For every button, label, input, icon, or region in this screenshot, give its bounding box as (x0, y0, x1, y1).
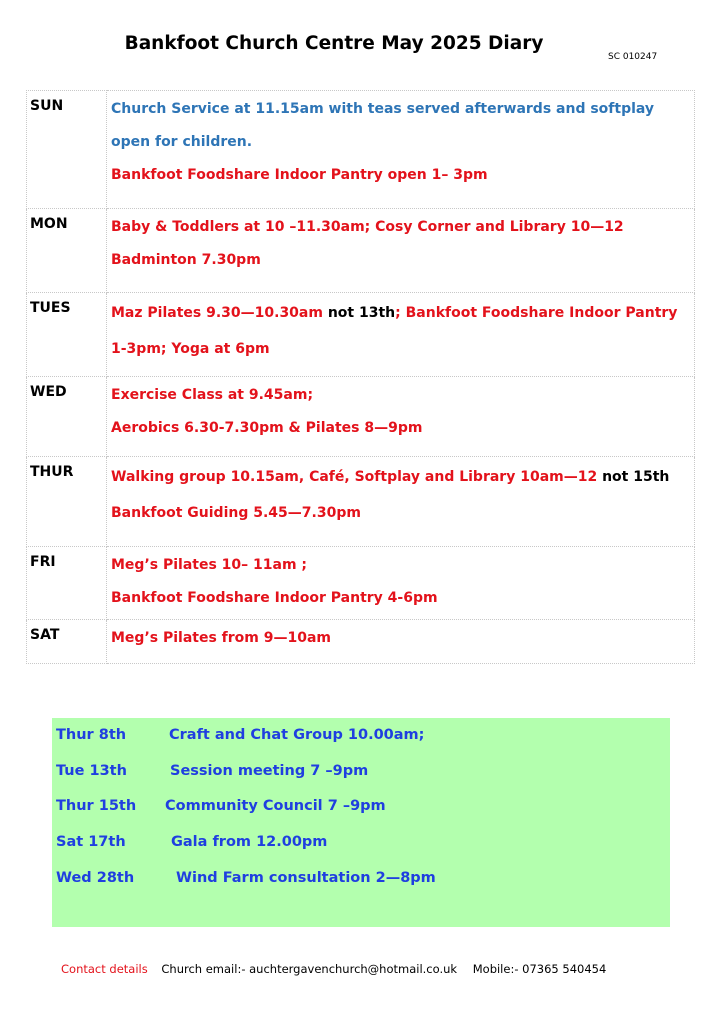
special-event (56, 795, 386, 817)
event-date: Thur 15th (56, 798, 137, 814)
contact-details (61, 962, 606, 976)
event-line: Bankfoot Foodshare Indoor Pantry open 1– 3pm (111, 167, 488, 183)
event-line: Meg’s Pilates from 9—10am (111, 630, 332, 646)
event-date: Thur 8th (56, 727, 127, 743)
day-label: THUR (27, 457, 107, 547)
weekly-diary-table (26, 90, 695, 664)
event-line: Badminton 7.30pm (111, 252, 261, 268)
contact-email: Church email:- auchtergavenchurch@hotmail.co.uk (161, 962, 458, 976)
event-description: Community Council 7 –9pm (165, 798, 386, 814)
exception-note: not 15th (597, 469, 670, 485)
diary-row-thur (27, 457, 695, 547)
day-label: WED (27, 377, 107, 457)
event-line: Exercise Class at 9.45am; (111, 387, 314, 403)
special-event (56, 760, 368, 782)
diary-row-tues (27, 293, 695, 377)
event-description: Session meeting 7 –9pm (170, 763, 369, 779)
day-events (107, 293, 695, 377)
event-line: open for children. (111, 134, 253, 150)
event-line (111, 295, 694, 331)
event-line: Bankfoot Guiding 5.45—7.30pm (111, 505, 361, 521)
page-title: Bankfoot Church Centre May 2025 Diary (124, 33, 544, 54)
contact-mobile: Mobile:- 07365 540454 (472, 962, 607, 976)
event-line: Baby & Toddlers at 10 –11.30am; Cosy Corner and Library 10—12 (111, 219, 624, 235)
event-date: Tue 13th (56, 763, 127, 779)
day-events (107, 547, 695, 620)
event-text: Walking group 10.15am, Café, Softplay and Library 10am—12 (111, 469, 598, 485)
event-description: Craft and Chat Group 10.00am; (169, 727, 425, 743)
event-line: Bankfoot Foodshare Indoor Pantry 4-6pm (111, 590, 438, 606)
day-events (107, 620, 695, 664)
special-event (56, 831, 327, 853)
charity-reference: SC 010247 (608, 52, 658, 62)
event-line: Aerobics 6.30-7.30pm & Pilates 8—9pm (111, 420, 423, 436)
diary-row-wed (27, 377, 695, 457)
event-description: Gala from 12.00pm (171, 834, 328, 850)
special-event (56, 724, 424, 746)
contact-label: Contact details (61, 962, 148, 976)
day-events (107, 209, 695, 293)
event-date: Sat 17th (56, 834, 126, 850)
day-label: SUN (27, 91, 107, 209)
event-text: Maz Pilates 9.30—10.30am (111, 305, 323, 321)
day-events (107, 91, 695, 209)
event-line: Church Service at 11.15am with teas served afterwards and softplay (111, 101, 655, 117)
diary-row-fri (27, 547, 695, 620)
day-label: TUES (27, 293, 107, 377)
event-line (111, 459, 694, 495)
exception-note: not 13th (322, 305, 396, 321)
day-label: MON (27, 209, 107, 293)
event-line: Meg’s Pilates 10– 11am ; (111, 557, 308, 573)
special-events-panel (52, 718, 670, 927)
day-events (107, 377, 695, 457)
special-event (56, 867, 436, 889)
event-date: Wed 28th (56, 870, 135, 886)
day-label: FRI (27, 547, 107, 620)
diary-row-sat (27, 620, 695, 664)
diary-row-sun (27, 91, 695, 209)
day-label: SAT (27, 620, 107, 664)
event-text: ; Bankfoot Foodshare Indoor Pantry (395, 305, 678, 321)
event-description: Wind Farm consultation 2—8pm (176, 870, 436, 886)
diary-row-mon (27, 209, 695, 293)
event-line: 1-3pm; Yoga at 6pm (111, 341, 270, 357)
day-events (107, 457, 695, 547)
